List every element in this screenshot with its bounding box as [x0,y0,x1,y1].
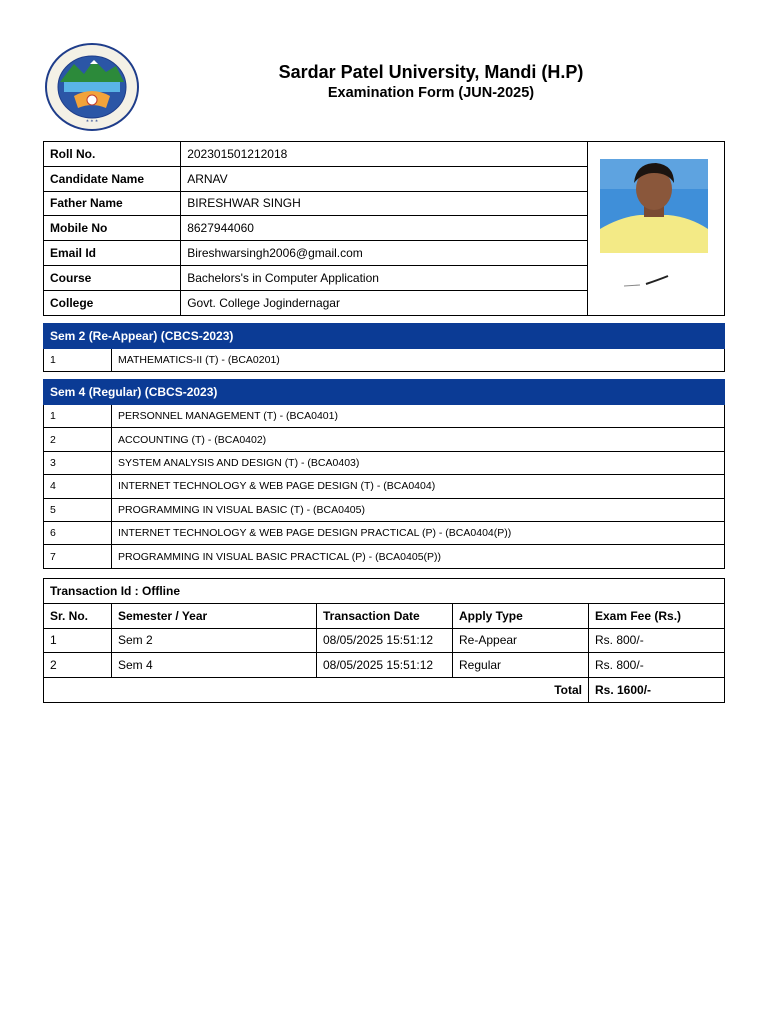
info-value: 8627944060 [181,216,588,241]
table-cell: Regular [453,653,589,678]
column-header: Transaction Date [317,603,453,628]
table-cell: 08/05/2025 15:51:12 [317,653,453,678]
table-cell: Sem 4 [112,653,317,678]
info-value: 202301501212018 [181,142,588,167]
info-value: BIRESHWAR SINGH [181,191,588,216]
column-header: Sr. No. [44,603,112,628]
subject-name: INTERNET TECHNOLOGY & WEB PAGE DESIGN (T) - (BCA0404) [112,475,725,498]
subject-name: PROGRAMMING IN VISUAL BASIC (T) - (BCA0405) [112,498,725,521]
subject-name: PROGRAMMING IN VISUAL BASIC PRACTICAL (P) - (BCA0405(P)) [112,545,725,568]
semester-table-sem4 [43,379,725,569]
table-cell: Sem 2 [112,628,317,653]
info-label: Course [44,265,181,290]
table-cell: 08/05/2025 15:51:12 [317,628,453,653]
semester-header [44,380,725,405]
subject-row [44,475,725,498]
subject-name: PERSONNEL MANAGEMENT (T) - (BCA0401) [112,405,725,428]
table-cell: 1 [44,628,112,653]
column-header: Exam Fee (Rs.) [589,603,725,628]
transaction-header-row [44,603,725,628]
semester-table-sem2 [43,323,725,372]
university-title: Sardar Patel University, Mandi (H.P) [278,62,584,82]
subject-name: ACCOUNTING (T) - (BCA0402) [112,428,725,451]
column-header: Semester / Year [112,603,317,628]
info-value: Govt. College Jogindernagar [181,290,588,315]
table-row [44,653,725,678]
subject-name: INTERNET TECHNOLOGY & WEB PAGE DESIGN PRACTICAL (P) - (BCA0404(P)) [112,521,725,544]
info-label: College [44,290,181,315]
transaction-id: Transaction Id : Offline [44,579,725,604]
table-cell: Re-Appear [453,628,589,653]
subject-row [44,521,725,544]
table-cell: Rs. 800/- [589,653,725,678]
subject-number: 5 [44,498,112,521]
subject-number: 1 [44,405,112,428]
photo-cell [587,142,724,316]
total-value: Rs. 1600/- [589,678,725,703]
candidate-info-table [43,141,725,316]
transaction-table [43,578,725,703]
candidate-photo [600,159,708,253]
total-row [44,678,725,703]
table-cell: Rs. 800/- [589,628,725,653]
column-header: Apply Type [453,603,589,628]
info-value: Bachelors's in Computer Application [181,265,588,290]
subject-row [44,428,725,451]
subject-number: 6 [44,521,112,544]
subject-row [44,545,725,568]
info-label: Roll No. [44,142,181,167]
semester-title: Sem 4 (Regular) (CBCS-2023) [44,380,725,405]
info-label: Email Id [44,241,181,266]
subject-row [44,451,725,474]
transaction-id-row [44,579,725,604]
info-value: Bireshwarsingh2006@gmail.com [181,241,588,266]
total-label: Total [44,678,589,703]
table-row [44,628,725,653]
info-value: ARNAV [181,166,588,191]
info-label: Mobile No [44,216,181,241]
subject-number: 7 [44,545,112,568]
info-label: Candidate Name [44,166,181,191]
subject-number: 3 [44,451,112,474]
form-title: Examination Form (JUN-2025) [327,85,535,101]
info-row [44,142,725,167]
subject-number: 4 [44,475,112,498]
subject-number: 1 [44,349,112,372]
semester-title: Sem 2 (Re-Appear) (CBCS-2023) [44,324,725,349]
subject-name: MATHEMATICS-II (T) - (BCA0201) [112,349,725,372]
info-label: Father Name [44,191,181,216]
university-logo [44,42,140,132]
subject-row [44,349,725,372]
table-cell: 2 [44,653,112,678]
subject-name: SYSTEM ANALYSIS AND DESIGN (T) - (BCA0403) [112,451,725,474]
subject-number: 2 [44,428,112,451]
semester-header [44,324,725,349]
subject-row [44,405,725,428]
svg-text:∗ ∗ ∗: ∗ ∗ ∗ [85,118,99,123]
candidate-signature [618,266,694,292]
subject-row [44,498,725,521]
